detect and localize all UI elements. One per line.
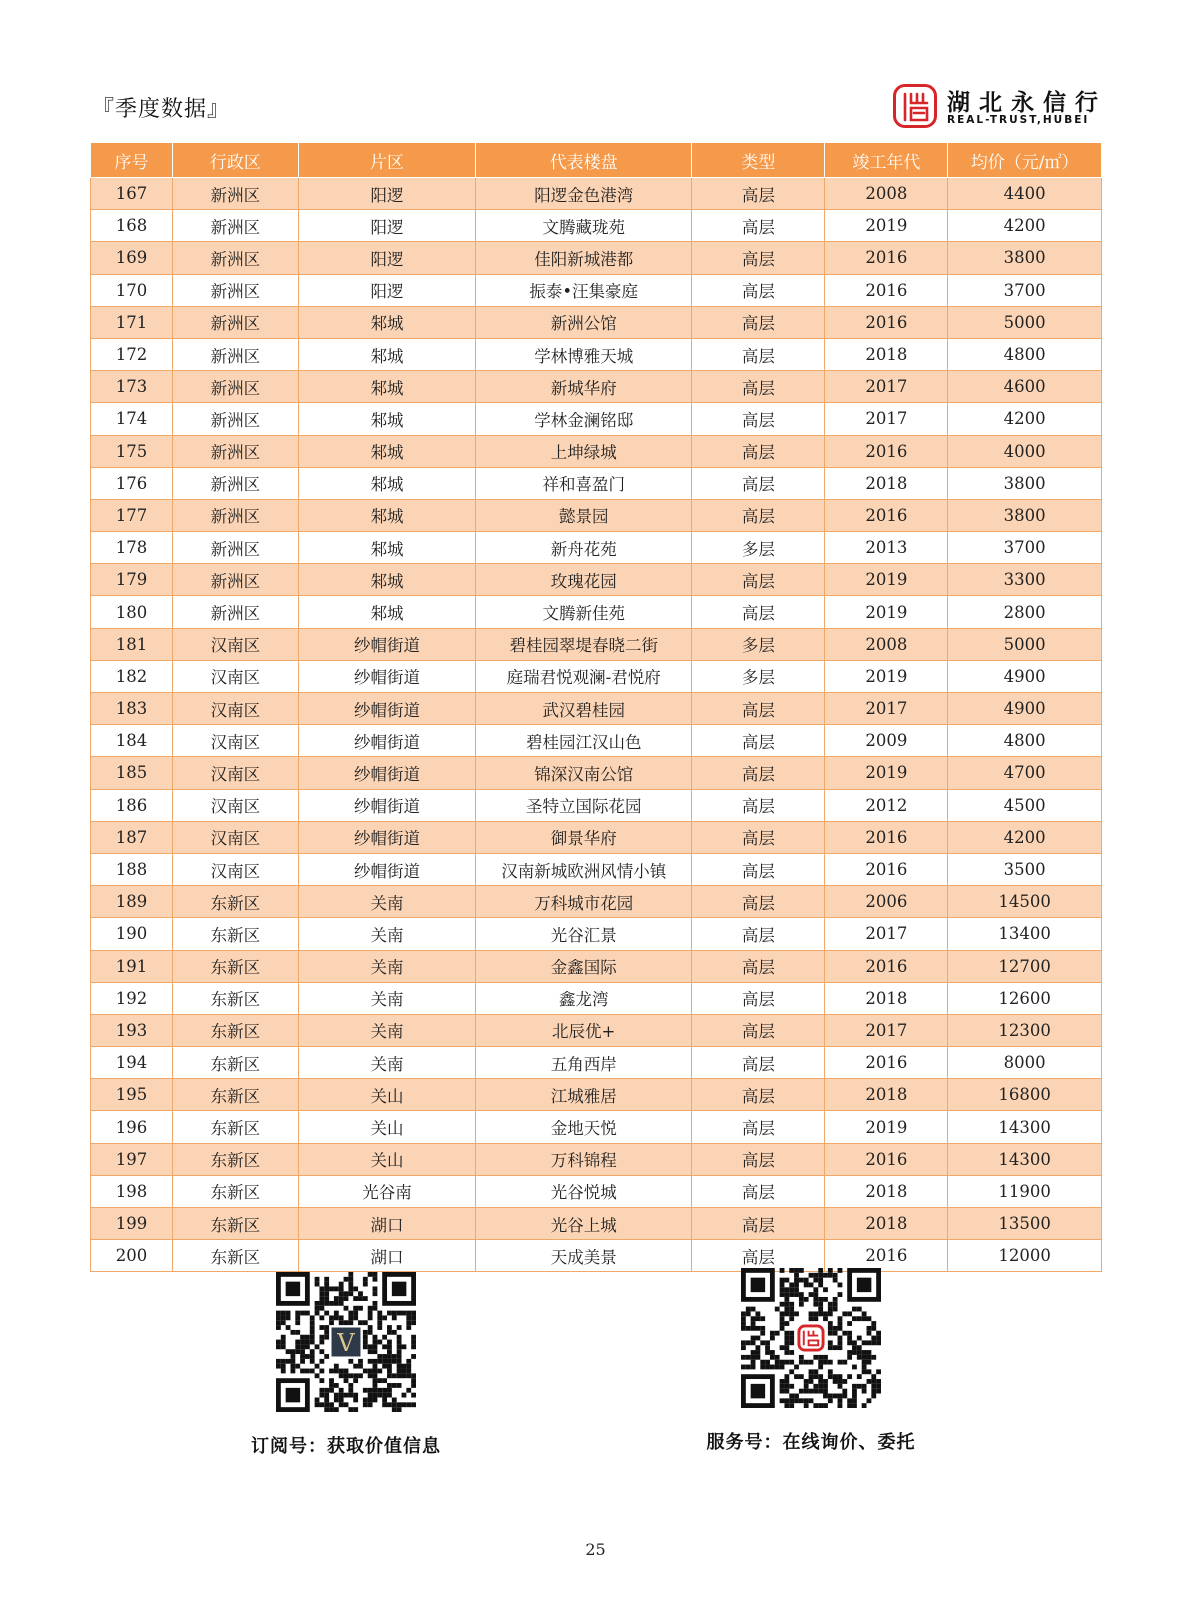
table-body (91, 178, 1102, 1272)
table-cell: 五角西岸 (476, 1047, 692, 1079)
table-cell: 4800 (948, 338, 1102, 370)
table-cell: 东新区 (172, 1143, 298, 1175)
table-cell: 2017 (825, 693, 948, 725)
table-cell: 175 (91, 435, 173, 467)
table-cell: 16800 (948, 1079, 1102, 1111)
table-cell: 2006 (825, 886, 948, 918)
table-cell: 2018 (825, 1175, 948, 1207)
table-row (91, 1111, 1102, 1143)
table-row (91, 178, 1102, 210)
table-cell: 邾城 (298, 596, 475, 628)
table-cell: 4700 (948, 757, 1102, 789)
table-cell: 高层 (692, 435, 825, 467)
table-cell: 2016 (825, 821, 948, 853)
table-cell: 汉南区 (172, 757, 298, 789)
table-cell: 188 (91, 853, 173, 885)
table-cell: 5000 (948, 628, 1102, 660)
table-cell: 新洲公馆 (476, 306, 692, 338)
table-cell: 关南 (298, 1014, 475, 1046)
table-cell: 2009 (825, 725, 948, 757)
subscription-qr-caption: 订阅号：获取价值信息 (251, 1436, 441, 1457)
table-cell: 汉南区 (172, 660, 298, 692)
table-cell: 2018 (825, 982, 948, 1014)
table-cell: 3700 (948, 274, 1102, 306)
table-cell: 汉南区 (172, 789, 298, 821)
table-cell: 5000 (948, 306, 1102, 338)
table-cell: 阳逻 (298, 210, 475, 242)
table-cell: 2019 (825, 1111, 948, 1143)
table-cell: 阳逻 (298, 242, 475, 274)
table-cell: 2016 (825, 1143, 948, 1175)
table-cell: 195 (91, 1079, 173, 1111)
table-cell: 2016 (825, 950, 948, 982)
table-cell: 169 (91, 242, 173, 274)
table-cell: 高层 (692, 982, 825, 1014)
table-cell: 2008 (825, 178, 948, 210)
table-row (91, 660, 1102, 692)
table-cell: 汉南区 (172, 628, 298, 660)
table-cell: 纱帽街道 (298, 853, 475, 885)
table-cell: 高层 (692, 338, 825, 370)
table-cell: 4900 (948, 660, 1102, 692)
table-cell: 2016 (825, 274, 948, 306)
table-cell: 高层 (692, 499, 825, 531)
table-cell: 185 (91, 757, 173, 789)
subscription-qr-block (216, 1272, 476, 1458)
table-cell: 197 (91, 1143, 173, 1175)
table-cell: 汉南区 (172, 853, 298, 885)
section-title: 『季度数据』 (92, 97, 231, 122)
table-cell: 汉南区 (172, 725, 298, 757)
table-cell: 新洲区 (172, 499, 298, 531)
table-row (91, 918, 1102, 950)
table-cell: 2017 (825, 918, 948, 950)
page-number: 25 (585, 1540, 606, 1559)
table-cell: 东新区 (172, 1047, 298, 1079)
table-cell: 北辰优+ (476, 1014, 692, 1046)
table-cell: 高层 (692, 210, 825, 242)
table-row (91, 338, 1102, 370)
table-cell: 高层 (692, 693, 825, 725)
table-cell: 196 (91, 1111, 173, 1143)
table-row (91, 371, 1102, 403)
table-row (91, 628, 1102, 660)
table-cell: 新洲区 (172, 210, 298, 242)
table-cell: 高层 (692, 1240, 825, 1272)
table-cell: 12600 (948, 982, 1102, 1014)
table-cell: 阳逻金色港湾 (476, 178, 692, 210)
table-cell: 2018 (825, 467, 948, 499)
table-cell: 纱帽街道 (298, 725, 475, 757)
table-cell: 东新区 (172, 1175, 298, 1207)
table-row (91, 532, 1102, 564)
table-cell: 邾城 (298, 338, 475, 370)
table-cell: 4500 (948, 789, 1102, 821)
table-cell: 庭瑞君悦观澜-君悦府 (476, 660, 692, 692)
table-cell: 天成美景 (476, 1240, 692, 1272)
table-cell: 4900 (948, 693, 1102, 725)
table-cell: 2016 (825, 1047, 948, 1079)
seal-icon (893, 84, 937, 128)
table-cell: 新洲区 (172, 371, 298, 403)
table-cell: 178 (91, 532, 173, 564)
table-cell: 2019 (825, 210, 948, 242)
table-cell: 2013 (825, 532, 948, 564)
table-cell: 3500 (948, 853, 1102, 885)
table-cell: 纱帽街道 (298, 693, 475, 725)
table-row (91, 1014, 1102, 1046)
table-row (91, 1143, 1102, 1175)
table-cell: 4000 (948, 435, 1102, 467)
table-cell: 新洲区 (172, 564, 298, 596)
table-cell: 高层 (692, 371, 825, 403)
table-cell: 179 (91, 564, 173, 596)
table-cell: 邾城 (298, 499, 475, 531)
table-row (91, 982, 1102, 1014)
table-row (91, 693, 1102, 725)
table-cell: 关南 (298, 886, 475, 918)
table-row (91, 596, 1102, 628)
table-cell: 新洲区 (172, 467, 298, 499)
table-cell: 文腾新佳苑 (476, 596, 692, 628)
table-cell: 2018 (825, 1079, 948, 1111)
table-cell: 2018 (825, 1208, 948, 1240)
table-cell: 高层 (692, 467, 825, 499)
table-cell: 学林博雅天城 (476, 338, 692, 370)
table-cell: 高层 (692, 918, 825, 950)
table-cell: 万科城市花园 (476, 886, 692, 918)
table-cell: 高层 (692, 1047, 825, 1079)
table-cell: 14300 (948, 1111, 1102, 1143)
table-cell: 193 (91, 1014, 173, 1046)
column-header: 竣工年代 (825, 143, 948, 178)
table-cell: 东新区 (172, 950, 298, 982)
table-cell: 高层 (692, 821, 825, 853)
table-cell: 御景华府 (476, 821, 692, 853)
table-cell: 高层 (692, 1208, 825, 1240)
table-cell: 3800 (948, 467, 1102, 499)
table-cell: 3800 (948, 499, 1102, 531)
table-cell: 鑫龙湾 (476, 982, 692, 1014)
table-cell: 东新区 (172, 1111, 298, 1143)
qr-code-icon (276, 1272, 416, 1412)
table-cell: 光谷悦城 (476, 1175, 692, 1207)
table-cell: 高层 (692, 886, 825, 918)
table-cell: 2017 (825, 1014, 948, 1046)
table-header-row (91, 143, 1102, 178)
table-cell: 4800 (948, 725, 1102, 757)
column-header: 代表楼盘 (476, 143, 692, 178)
table-cell: 高层 (692, 1143, 825, 1175)
table-cell: 190 (91, 918, 173, 950)
table-cell: 189 (91, 886, 173, 918)
table-cell: 2016 (825, 242, 948, 274)
table-cell: 纱帽街道 (298, 757, 475, 789)
table-cell: 锦深汉南公馆 (476, 757, 692, 789)
table-cell: 168 (91, 210, 173, 242)
table-cell: 湖口 (298, 1240, 475, 1272)
table-cell: 177 (91, 499, 173, 531)
table-cell: 新洲区 (172, 435, 298, 467)
table-cell: 173 (91, 371, 173, 403)
table-cell: 多层 (692, 532, 825, 564)
table-cell: 13500 (948, 1208, 1102, 1240)
table-row (91, 757, 1102, 789)
service-qr-caption: 服务号：在线询价、委托 (706, 1432, 916, 1453)
table-cell: 邾城 (298, 467, 475, 499)
table-cell: 高层 (692, 306, 825, 338)
table-cell: 高层 (692, 596, 825, 628)
table-cell: 11900 (948, 1175, 1102, 1207)
table-cell: 4600 (948, 371, 1102, 403)
table-cell: 187 (91, 821, 173, 853)
table-cell: 高层 (692, 853, 825, 885)
table-row (91, 886, 1102, 918)
service-qr-block (681, 1268, 941, 1454)
table-cell: 2016 (825, 853, 948, 885)
column-header: 类型 (692, 143, 825, 178)
table-cell: 高层 (692, 242, 825, 274)
table-cell: 194 (91, 1047, 173, 1079)
table-cell: 高层 (692, 789, 825, 821)
table-cell: 高层 (692, 274, 825, 306)
table-cell: 2019 (825, 596, 948, 628)
table-cell: 新洲区 (172, 532, 298, 564)
table-row (91, 853, 1102, 885)
table-cell: 183 (91, 693, 173, 725)
table-cell: 8000 (948, 1047, 1102, 1079)
table-cell: 碧桂园翠堤春晓二街 (476, 628, 692, 660)
table-cell: 碧桂园江汉山色 (476, 725, 692, 757)
table-row (91, 435, 1102, 467)
table-cell: 192 (91, 982, 173, 1014)
table-cell: 186 (91, 789, 173, 821)
table-cell: 新城华府 (476, 371, 692, 403)
table-cell: 金鑫国际 (476, 950, 692, 982)
table-cell: 2016 (825, 499, 948, 531)
table-cell: 懿景园 (476, 499, 692, 531)
table-cell: 多层 (692, 628, 825, 660)
table-cell: 东新区 (172, 918, 298, 950)
table-cell: 2008 (825, 628, 948, 660)
table-cell: 东新区 (172, 1079, 298, 1111)
table-row (91, 789, 1102, 821)
table-cell: 2017 (825, 371, 948, 403)
table-cell: 佳阳新城港都 (476, 242, 692, 274)
table-cell: 2800 (948, 596, 1102, 628)
table-cell: 198 (91, 1175, 173, 1207)
table-cell: 2016 (825, 306, 948, 338)
table-cell: 江城雅居 (476, 1079, 692, 1111)
table-cell: 关山 (298, 1079, 475, 1111)
table-cell: 新洲区 (172, 242, 298, 274)
table-cell: 2019 (825, 660, 948, 692)
table-cell: 新舟花苑 (476, 532, 692, 564)
logo-english-name: REAL-TRUST,HUBEI (947, 114, 1090, 126)
table-cell: 阳逻 (298, 178, 475, 210)
table-cell: 181 (91, 628, 173, 660)
table-cell: 上坤绿城 (476, 435, 692, 467)
table-cell: 文腾藏珑苑 (476, 210, 692, 242)
logo-chinese-name: 湖北永信行 (947, 90, 1107, 116)
qr-code-icon (741, 1268, 881, 1408)
table-cell: 光谷上城 (476, 1208, 692, 1240)
table-cell: 2018 (825, 338, 948, 370)
table-cell: 高层 (692, 403, 825, 435)
table-cell: 高层 (692, 1175, 825, 1207)
table-cell: 199 (91, 1208, 173, 1240)
table-cell: 2019 (825, 564, 948, 596)
table-cell: 光谷南 (298, 1175, 475, 1207)
table-cell: 关南 (298, 950, 475, 982)
table-cell: 12300 (948, 1014, 1102, 1046)
table-row (91, 210, 1102, 242)
table-cell: 关南 (298, 982, 475, 1014)
qr-center-mark: V (337, 1329, 355, 1358)
table-cell: 纱帽街道 (298, 821, 475, 853)
column-header: 序号 (91, 143, 173, 178)
table-cell: 纱帽街道 (298, 628, 475, 660)
table-cell: 祥和喜盈门 (476, 467, 692, 499)
table-cell: 纱帽街道 (298, 660, 475, 692)
table-cell: 新洲区 (172, 274, 298, 306)
table-cell: 新洲区 (172, 338, 298, 370)
table-cell: 3300 (948, 564, 1102, 596)
table-cell: 振泰•汪集豪庭 (476, 274, 692, 306)
table-cell: 184 (91, 725, 173, 757)
table-cell: 174 (91, 403, 173, 435)
table-cell: 玫瑰花园 (476, 564, 692, 596)
table-cell: 200 (91, 1240, 173, 1272)
table-cell: 圣特立国际花园 (476, 789, 692, 821)
table-cell: 2012 (825, 789, 948, 821)
table-cell: 关南 (298, 918, 475, 950)
table-cell: 邾城 (298, 564, 475, 596)
housing-price-table (90, 142, 1102, 1272)
table-cell: 高层 (692, 178, 825, 210)
table-cell: 关山 (298, 1111, 475, 1143)
table-cell: 新洲区 (172, 306, 298, 338)
table-row (91, 564, 1102, 596)
table-cell: 3800 (948, 242, 1102, 274)
table-cell: 万科锦程 (476, 1143, 692, 1175)
column-header: 均价（元/㎡） (948, 143, 1102, 178)
table-cell: 金地天悦 (476, 1111, 692, 1143)
table-cell: 2016 (825, 1240, 948, 1272)
table-cell: 12700 (948, 950, 1102, 982)
table-row (91, 950, 1102, 982)
table-cell: 171 (91, 306, 173, 338)
table-cell: 邾城 (298, 371, 475, 403)
table-cell: 新洲区 (172, 178, 298, 210)
table-row (91, 1240, 1102, 1272)
company-logo (893, 84, 1108, 132)
table-cell: 新洲区 (172, 403, 298, 435)
table-cell: 东新区 (172, 886, 298, 918)
table-cell: 高层 (692, 564, 825, 596)
table-cell: 关南 (298, 1047, 475, 1079)
table-cell: 东新区 (172, 1208, 298, 1240)
table-cell: 182 (91, 660, 173, 692)
table-cell: 高层 (692, 757, 825, 789)
table-row (91, 403, 1102, 435)
table-row (91, 821, 1102, 853)
table-cell: 高层 (692, 1014, 825, 1046)
table-cell: 东新区 (172, 1014, 298, 1046)
table-cell: 汉南区 (172, 821, 298, 853)
table-cell: 阳逻 (298, 274, 475, 306)
table-cell: 4400 (948, 178, 1102, 210)
table-cell: 汉南新城欧洲风情小镇 (476, 853, 692, 885)
column-header: 片区 (298, 143, 475, 178)
table-row (91, 1079, 1102, 1111)
table-row (91, 725, 1102, 757)
table-cell: 4200 (948, 821, 1102, 853)
table-cell: 13400 (948, 918, 1102, 950)
table-cell: 邾城 (298, 435, 475, 467)
table-cell: 新洲区 (172, 596, 298, 628)
table-cell: 东新区 (172, 1240, 298, 1272)
table-row (91, 467, 1102, 499)
table-cell: 学林金澜铭邸 (476, 403, 692, 435)
table-cell: 邾城 (298, 306, 475, 338)
table-cell: 多层 (692, 660, 825, 692)
table-cell: 2016 (825, 435, 948, 467)
table-cell: 东新区 (172, 982, 298, 1014)
table-cell: 高层 (692, 725, 825, 757)
table-cell: 14500 (948, 886, 1102, 918)
table-cell: 2017 (825, 403, 948, 435)
table-cell: 4200 (948, 210, 1102, 242)
table-cell: 2019 (825, 757, 948, 789)
table-row (91, 499, 1102, 531)
table-row (91, 1047, 1102, 1079)
table-row (91, 1175, 1102, 1207)
table-cell: 光谷汇景 (476, 918, 692, 950)
table-cell: 176 (91, 467, 173, 499)
table-cell: 邾城 (298, 532, 475, 564)
table-cell: 4200 (948, 403, 1102, 435)
table-cell: 3700 (948, 532, 1102, 564)
table-cell: 武汉碧桂园 (476, 693, 692, 725)
table-cell: 191 (91, 950, 173, 982)
table-cell: 高层 (692, 1079, 825, 1111)
table-cell: 170 (91, 274, 173, 306)
table-row (91, 242, 1102, 274)
table-cell: 关山 (298, 1143, 475, 1175)
table-row (91, 274, 1102, 306)
table-cell: 167 (91, 178, 173, 210)
table-cell: 邾城 (298, 403, 475, 435)
table-cell: 172 (91, 338, 173, 370)
table-cell: 高层 (692, 1111, 825, 1143)
table-cell: 12000 (948, 1240, 1102, 1272)
table-cell: 纱帽街道 (298, 789, 475, 821)
table-cell: 汉南区 (172, 693, 298, 725)
table-cell: 高层 (692, 950, 825, 982)
table-row (91, 1208, 1102, 1240)
table-cell: 180 (91, 596, 173, 628)
table-cell: 14300 (948, 1143, 1102, 1175)
table-cell: 湖口 (298, 1208, 475, 1240)
column-header: 行政区 (172, 143, 298, 178)
table-row (91, 306, 1102, 338)
